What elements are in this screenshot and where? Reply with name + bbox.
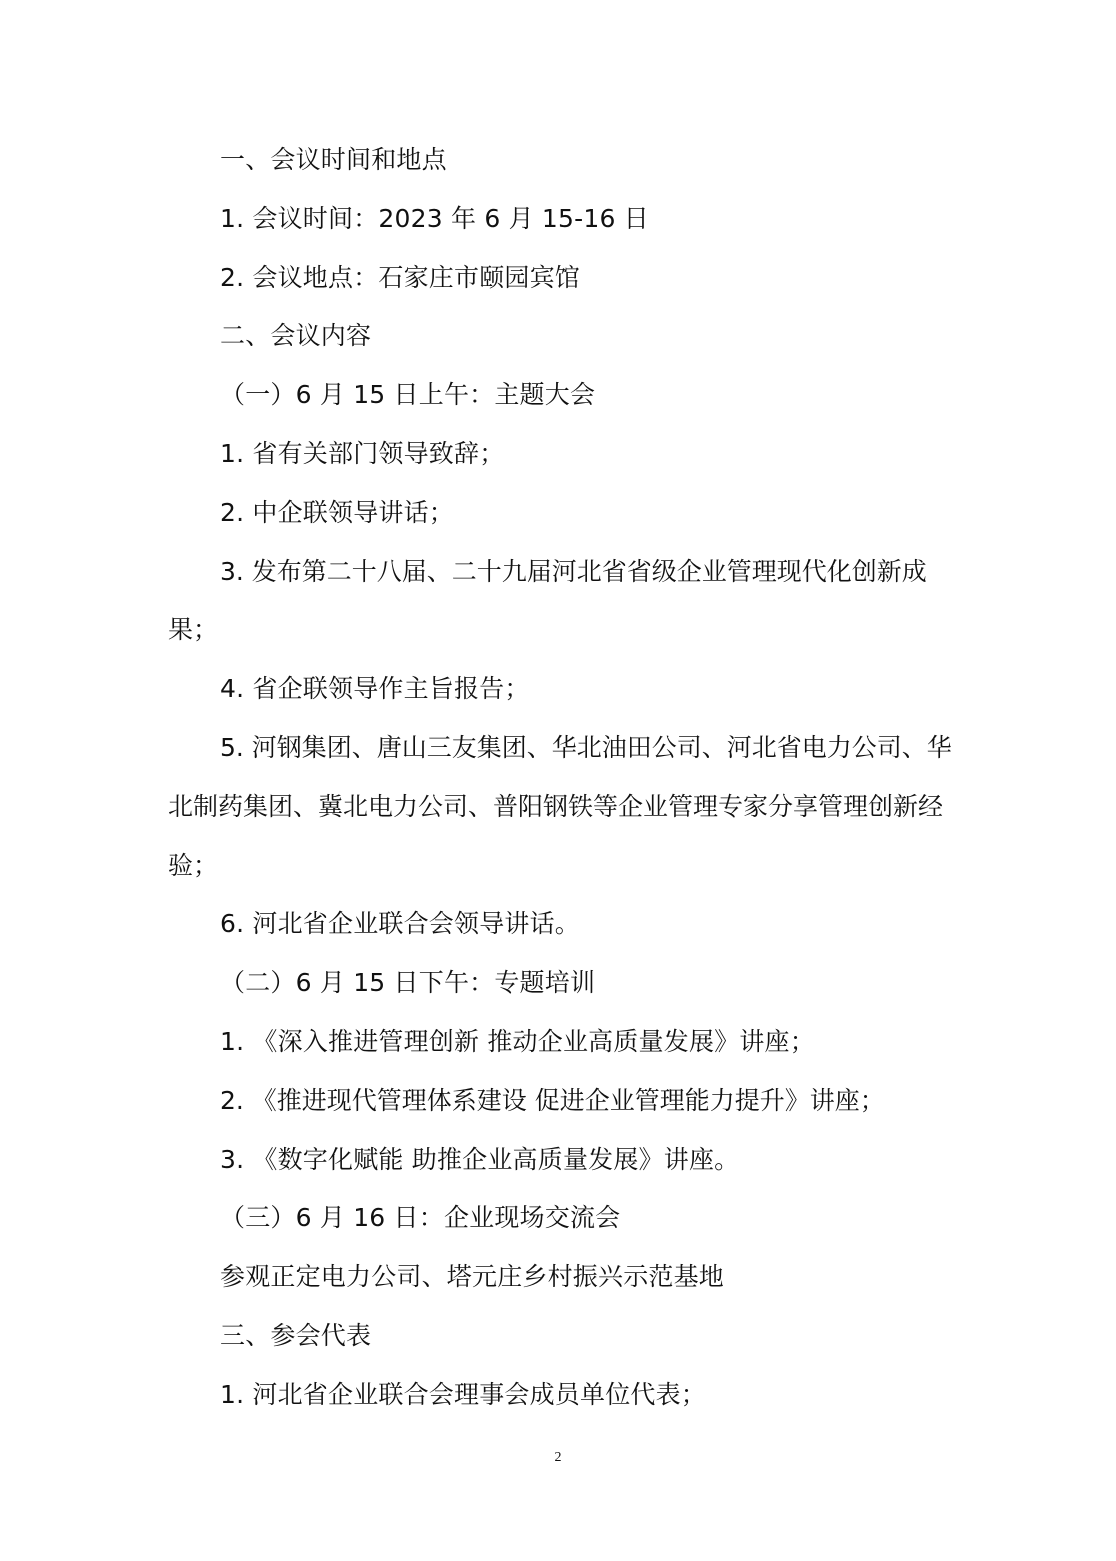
lecture-item: 2. 《推进现代管理体系建设 促进企业管理能力提升》讲座； (220, 1085, 885, 1115)
subsection-heading-site-visit: （三）6 月 16 日：企业现场交流会 (220, 1203, 621, 1233)
section-heading-time-location: 一、会议时间和地点 (220, 145, 447, 174)
attendee-item: 1. 河北省企业联合会理事会成员单位代表； (220, 1379, 707, 1409)
agenda-item: 4. 省企联领导作主旨报告； (220, 674, 530, 704)
agenda-item: 5. 河钢集团、唐山三友集团、华北油田公司、河北省电力公司、华北制药集团、冀北电力公司、普阳钢铁等企业管理专家分享管理创新经验； (168, 732, 952, 880)
lecture-item: 1. 《深入推进管理创新 推动企业高质量发展》讲座； (220, 1026, 815, 1056)
meeting-time-line: 1. 会议时间：2023 年 6 月 15-16 日 (220, 203, 649, 233)
page-number: 2 (554, 1450, 562, 1465)
agenda-item: 2. 中企联领导讲话； (220, 497, 455, 527)
document-body (168, 131, 958, 1425)
lecture-item: 3. 《数字化赋能 助推企业高质量发展》讲座。 (220, 1144, 740, 1174)
agenda-item: 3. 发布第二十八届、二十九届河北省省级企业管理现代化创新成果； (168, 556, 927, 645)
agenda-item: 1. 省有关部门领导致辞； (220, 438, 505, 468)
subsection-heading-morning: （一）6 月 15 日上午：主题大会 (220, 380, 596, 410)
subsection-heading-afternoon: （二）6 月 15 日下午：专题培训 (220, 968, 596, 998)
section-heading-attendees: 三、参会代表 (220, 1320, 372, 1350)
meeting-location-line: 2. 会议地点：石家庄市颐园宾馆 (220, 262, 581, 292)
agenda-item: 6. 河北省企业联合会领导讲话。 (220, 909, 581, 939)
site-visit-item: 参观正定电力公司、塔元庄乡村振兴示范基地 (220, 1262, 725, 1292)
section-heading-content: 二、会议内容 (220, 321, 372, 351)
